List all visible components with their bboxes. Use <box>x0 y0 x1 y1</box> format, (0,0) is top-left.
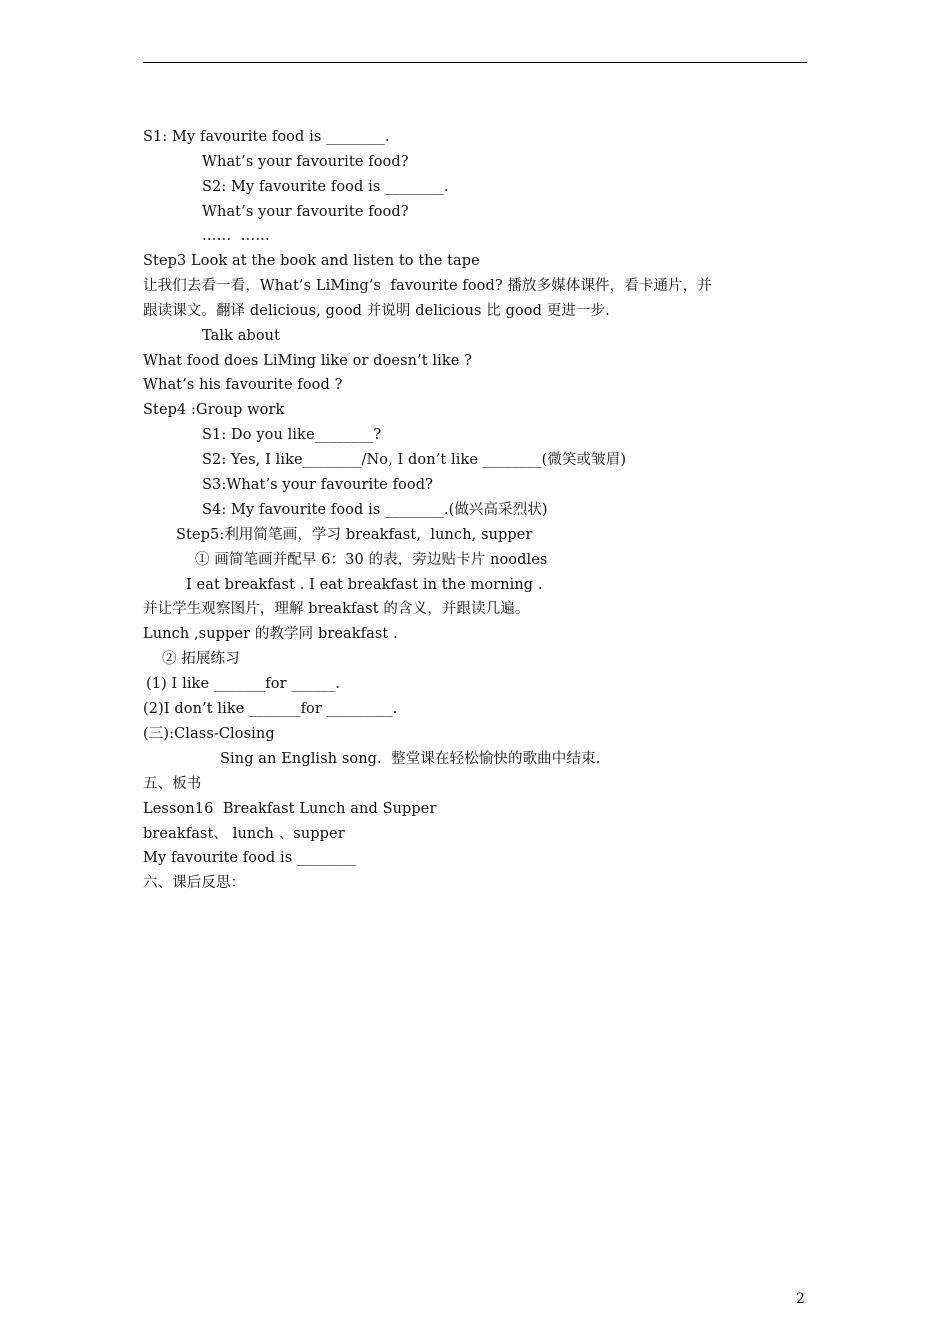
text-line-example: I eat breakfast . I eat breakfast in the morning . <box>186 577 543 593</box>
text-line-ellipsis: …… …… <box>202 228 270 244</box>
paragraph-line: 并让学生观察图片，理解 breakfast 的含义，并跟读几遍。 <box>143 601 530 617</box>
heading-blackboard: 五、板书 <box>143 776 202 792</box>
paragraph-line: 让我们去看一看，What’s LiMing’s favourite food? 播放多媒体课件，看卡通片，并 <box>143 278 712 294</box>
heading-step4: Step4 :Group work <box>143 402 285 418</box>
text-line-s1: S1: My favourite food is ________. <box>143 129 390 145</box>
dialogue-line: S1: Do you like________? <box>202 427 382 443</box>
dialogue-line: S2: Yes, I like________/No, I don’t like ________(微笑或皱眉) <box>202 452 627 468</box>
list-item: ② 拓展练习 <box>162 651 240 667</box>
dialogue-line: S3:What’s your favourite food? <box>202 477 433 493</box>
heading-class-closing: (三):Class-Closing <box>143 726 275 742</box>
text-line-talk-about: Talk about <box>202 328 281 344</box>
text-line-question: What’s his favourite food ? <box>143 377 343 393</box>
paragraph-line: Lunch ,supper 的教学同 breakfast . <box>143 626 398 642</box>
text-line-lesson: Lesson16 Breakfast Lunch and Supper <box>143 801 437 817</box>
text-line-question: What food does LiMing like or doesn’t like ? <box>143 353 473 369</box>
text-line-meals: breakfast、 lunch 、supper <box>143 826 345 842</box>
text-line-song: Sing an English song. 整堂课在轻松愉快的歌曲中结束. <box>220 751 601 767</box>
heading-step5: Step5:利用简笔画，学习 breakfast, lunch, supper <box>176 527 533 543</box>
page-number: 2 <box>796 1291 805 1307</box>
header-rule <box>143 62 807 63</box>
text-line-question: What’s your favourite food? <box>202 154 409 170</box>
heading-step3: Step3 Look at the book and listen to the tape <box>143 253 480 269</box>
text-line-question-repeat: What’s your favourite food? <box>202 204 409 220</box>
paragraph-line: 跟读课文。翻译 delicious, good 并说明 delicious 比 good 更进一步. <box>143 303 610 319</box>
exercise-line: (2)I don’t like _______for _________. <box>143 701 398 717</box>
text-line-s2: S2: My favourite food is ________. <box>202 179 449 195</box>
text-line-favourite: My favourite food is ________ <box>143 850 356 866</box>
list-item: ① 画简笔画并配早 6：30 的表，旁边贴卡片 noodles <box>195 552 548 568</box>
exercise-line: (1) I like _______for ______. <box>146 676 341 692</box>
heading-reflection: 六、课后反思： <box>143 875 246 891</box>
dialogue-line: S4: My favourite food is ________.(做兴高采烈状) <box>202 502 548 518</box>
